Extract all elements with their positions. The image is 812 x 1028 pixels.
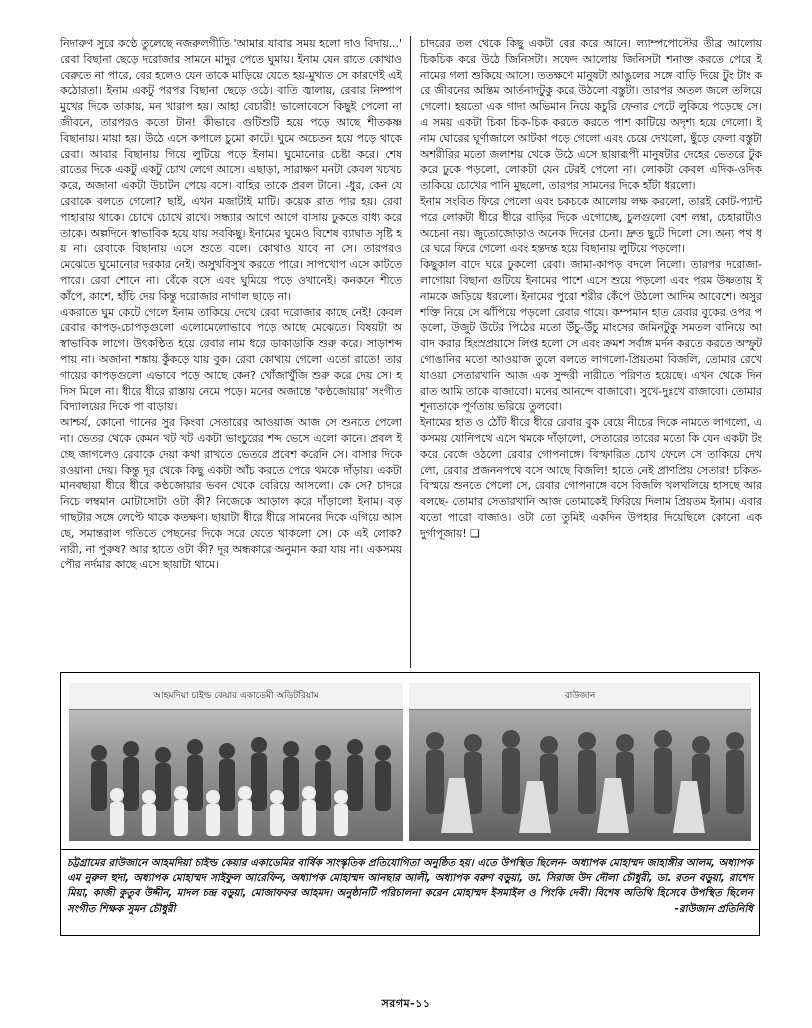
article-paragraph: ইনাম সংবিত ফিরে পেলো এবং চকচকে আলোয় লক্ষ করলো, তারই কোট-প্যান্ট পরে লোকটা ধীরে ধীরে বাড়ির দিকে এগোচ্ছে, চুলগুলো বেশ লম্বা, চেহারাটাও অচেনা নয়। জুতোজোড়াও অনেক দিনের চেনা। দ্রুত ছুটে দিলো সে। অন্য পথ ধরে ঘরে ফিরে গেলো এবং হন্তদন্ত হয়ে বিছানায় লুটিয়ে পড়লো।	[420, 194, 762, 256]
column-divider	[410, 36, 411, 668]
article-paragraph: কিছুকাল বাদে ঘরে ঢুকলো রেবা। জামা-কাপড় বদলে নিলো। তারপর দরোজা-লাগোয়া বিছানা গুটিয়ে ইনামের পাশে এসে শুয়ে পড়লো এবং পরম উষ্ণতায় ইনামকে জড়িয়ে ধরলো। ইনামের পুরো শরীর কেঁপে উঠলো আদিম আবেশে। অসুরশক্তি নিয়ে সে ঝাঁপিয়ে পড়লো রেবার গায়ে। কম্পমান হাত রেবার বুকের ওপর পড়লো, উজুট উটের পিঠের মতো উঁচু-উঁচু মাংসের জমিনটুকু সমতল বানিয়ে আবাদ করার হিংস্রপ্রয়াসে লিপ্ত হলো সে এবং ক্রমশ সর্বাঙ্গ মর্দন করতে করতে অস্ফুট গোঙানির মতো আওয়াজ তুলে বলতে লাগলো-প্রিয়তমা বিজলি, তোমার রেখে যাওয়া সেতারখানি আজ এক সুন্দরী নারীতে পরিণত হয়েছে। এখন থেকে দিনরাত আমি তাকে বাজাবো। মনের আনন্দে বাজাবো। সুখে-দুঃখে বাজাবো। তোমার শূন্যতাকে পূর্ণতায় ভরিয়ে তুলবো।	[420, 258, 762, 414]
article-paragraph: একরাতে ঘুম কেটে গেলে ইনাম তাকিয়ে দেখে রেবা দরোজার কাছে নেই! কেবল রেবার কাপড়-চোপড়গুলো এলোমেলোভাবে পড়ে আছে মেঝেতে। বিষয়টা অস্বাভাবিক লাগে। উৎকণ্ঠিত হয়ে রেবার নাম ধরে ডাকাডাকি শুরু করে। সাড়াশব্দ পায় না। অজানা শঙ্কায় কুঁকড়ে যায় বুক। রেবা কোথায় গেলো এতো রাতে! তার গায়ের কাপড়গুলো এভাবে পড়ে আছে কেন? খোঁজাখুঁজি শুরু করে দেয় সে। হদিস মিলে না। ধীরে ধীরে রাস্তায় নেমে পড়ে। মনের অজান্তে 'কণ্ঠজোয়ার' সংগীত বিদ্যালয়ের দিকে পা বাড়ায়।	[60, 305, 402, 414]
article-paragraph: ইনামের হাত ও ঠোঁট ধীরে ধীরে রেবার বুক বেয়ে নীচের দিকে নামতে লাগলো, একসময় যোনিপথে এসে থমকে দাঁড়ালো, সেতারের তারের মতো কি যেন একটা টং করে বেজে ওঠলো রেবার গোপনাঙ্গে। বিস্ফারিত চোখ ফেলে সে তাকিয়ে দেখলো, রেবার প্রজননপথে বসে আছে বিজলি! হাতে নেই প্রাণপ্রিয় সেতার! চকিত-বিস্ময়ে শুনতে পেলো সে, রেবার গোপনাঙ্গে বসে বিজলি খলখলিয়ে হাসছে আর বলছে- তোমার সেতারখানি আজ তোমাকেই ফিরিয়ে দিলাম প্রিয়তম ইনাম। এবার যতো পারো বাজাও। ওটা তো তুমিই একদিন উপহার দিয়েছিলে কোনো এক দুর্গাপূজায়! ❑	[420, 416, 762, 540]
article-paragraph: নিদারুণ সুরে কণ্ঠে তুলেছে নজরুলগীতি 'আমার যাবার সময় হলো দাও বিদায়...' রেবা বিছানা ছেড়ে দরোজার সামনে মাদুর পেতে ঘুমায়। ইনাম যেন রাতে কোথাও বেরুতে না পারে, বের হলেও যেন তাকে মাড়িয়ে যেতে হয়-মুখ্যত সে কারণেই এই কঠোরতা। ইনাম একটু পরপর বিছানা ছেড়ে ওঠে। বাতি জ্বালায়, রেবার নিষ্পাপ মুখের দিকে তাকায়, মন খারাপ হয়। আহা বেচারী! ভালোবেসে কিছুই পেলো না জীবনে, তারপরও কতো টান! কীভাবে গুটিশুটি হয়ে পড়ে আছে শীতকষ্ণ বিছানায়। মায়া হয়। উঠে এসে কপালে চুমো কাটে। ঘুমে অচেতন হয়ে পড়ে থাকে রেবা। আবার বিছানায় গিয়ে লুটিয়ে পড়ে ইনাম। ঘুমোনোর চেষ্টা করে। শেষ রাতের দিকে একটু একটু চোখ লেগে আসে। এছাড়া, সারাক্ষণ মনটা কেবল খচখচ করে, অজানা একটা উচাটন পেয়ে বসে। বাহির তাকে প্রবল টানে। -ধুর, কেন যে রেবাকে বলতে গেলো? ছাই, এখন মজাটাই মাটি। কয়েক রাত পার হয়। রেবা পাহারায় থাকে। চোখে চোখে রাখে। সন্ধ্যার আগে আগে বাসায় ঢুকতে বাধ্য করে তাকে। অল্পদিনে স্বাভাবিক হয়ে যায় সবকিছু। ইনামের ঘুমেও বিশেষ ব্যাঘাত সৃষ্টি হয় না। রেবাকে বিছানায় এসে শুতে বলে। কোথাও যাবে না সে। তারপরও মেঝেতে ঘুমোনোর দরকার নেই। অসুখবিসুখ করতে পারে। সাপখোপ এসে কাটতে পারে। রেবা শোনে না। বেঁকে বসে এবং ঘুমিয়ে পড়ে ওখানেই। কনকনে শীতে কাঁপে, কাশে, হাঁচি দেয় কিন্তু দরোজার নাগাল ছাড়ে না।	[60, 37, 402, 303]
photo-caption	[67, 856, 753, 917]
photo-caption-text: চট্টগ্রামের রাউজানে আহমদিয়া চাইল্ড কেয়ার একাডেমির বার্ষিক সাংস্কৃতিক প্রতিযোগিতা অনুষ্ঠিত হয়। এতে উপস্থিত ছিলেন- অধ্যাপক মোহাম্মদ জাহাঙ্গীর আলম, অধ্যাপক এম নুরুল হুদা, অধ্যাপক মোহাম্মদ সাইফুল আরেফিন, অধ্যাপক মোহাম্মদ আনছার আলী, অধ্যাপক বরুণ বড়ুয়া, ডা. সিরাজ উদ দৌলা চৌধুরী, ডা. রতন বড়ুয়া, রাশেদ মিয়া, কাজী কুতুব উদ্দীন, মাদল চন্দ্র বড়ুয়া, মোজাফফর আহমদ। অনুষ্ঠানটি পরিচালনা করেন মোহাম্মদ ইসমাইল ও পিংকি দেবী। বিশেষ অতিথি হিসেবে উপস্থিত ছিলেন সংগীত শিক্ষক সুমন চৌধুরী	[67, 858, 753, 915]
group-photo-left-figures	[69, 683, 403, 841]
photo-caption-box	[60, 850, 760, 936]
article-paragraph: চাদরের তল থেকে কিছু একটা বের করে আনে। ল্যাম্পপোস্টের তীব্র আলোয় চিকচিক করে উঠে জিনিসটা। সফেদ আলোয় জিনিসটা শনাক্ত করতে পেরে ইনামের গলা শুকিয়ে আসে। ততক্ষণে মানুষটা আঙুলের সঙ্গে বাড়ি দিয়ে টুং টাং করে জীবনের অন্তিম আর্তনাদটুকু করে উঠলো বস্তুটা। তারপর অতল জলে তলিয়ে গেলো। হয়তো এক গাদা অভিমান নিয়ে কচুরি ফেনার পেটে লুকিয়ে পড়েছে সে। এ সময় একটা চিকা চিক-চিক করতে করতে পাশ কাটিয়ে অদৃশ্য হয়ে গেলো। ইনাম ঘোরের ঘূর্ণাজালে আটকা পড়ে গেলো এবং চেয়ে দেখলো, ছুঁড়ে ফেলা বস্তুটা অশরীরির মতো জলাশয় থেকে উঠে এসে ছায়ারূপী মানুষটার দেহের ভেতরে টুক করে ঢুকে পড়লো, লোকটা যেন টেরই পেলো না। লোকটা কেবল এদিক-ওদিক তাকিয়ে চোখের পানি মুছলো, তারপর সামনের দিকে হাঁটা ধরলো।	[420, 37, 762, 193]
auditorium-banner: আহমদিয়া চাইল্ড কেয়ার একাডেমী অডিটরিয়াম	[69, 683, 403, 710]
article-left-column	[60, 36, 402, 668]
article-columns	[60, 36, 760, 668]
event-banner: রাউজান	[409, 683, 751, 710]
photo-frame	[60, 672, 760, 850]
photo-caption-credit: -রাউজান প্রতিনিধি	[674, 903, 753, 915]
group-photo-left	[69, 683, 403, 841]
group-photo-right	[409, 683, 751, 841]
article-right-column	[420, 36, 762, 668]
article-paragraph: আশ্চর্য, কোনো গানের সুর কিংবা সেতারের আওয়াজ আজ সে শুনতে পেলো না। ভেতর থেকে কেমন খট খট একটা ভাংচুরের শব্দ ভেসে এলো কানে। প্রবল ইচ্ছে জাগলেও রেবাকে দেয়া কথা রাখতে ভেতরে প্রবেশ করেনি সে। বাসার দিকে রওয়ানা দেয়। কিন্তু দূর থেকে কিছু একটা আঁচ করতে পেরে থমকে দাঁড়ায়। একটা মানবছায়া ধীরে ধীরে কণ্ঠজোয়ার ভবন থেকে বেরিয়ে আসলো। কে সে? চাদরে নিচে লম্বমান মোটাসোটা ওটা কী? নিজেকে আড়াল করে দাঁড়ালো ইনাম। বড় গাছটার সঙ্গে লেপ্টে থাকে কতক্ষণ। ছায়াটা ধীরে ধীরে সামনের দিকে এগিয়ে আসছে, সমান্তরাল গতিতে পেছনের দিকে সরে যেতে থাকলো সে। কে এই লোক? নারী, না পুরুষ? আর হাতে ওটা কী? দূর অন্ধকারে অনুমান করা যায় না। একসময় পৌর নর্দমার কাছে এসে ছায়াটা থামে।	[60, 416, 402, 572]
group-photo-right-figures	[409, 683, 751, 841]
page-number: সরগম-১১	[381, 997, 431, 1010]
